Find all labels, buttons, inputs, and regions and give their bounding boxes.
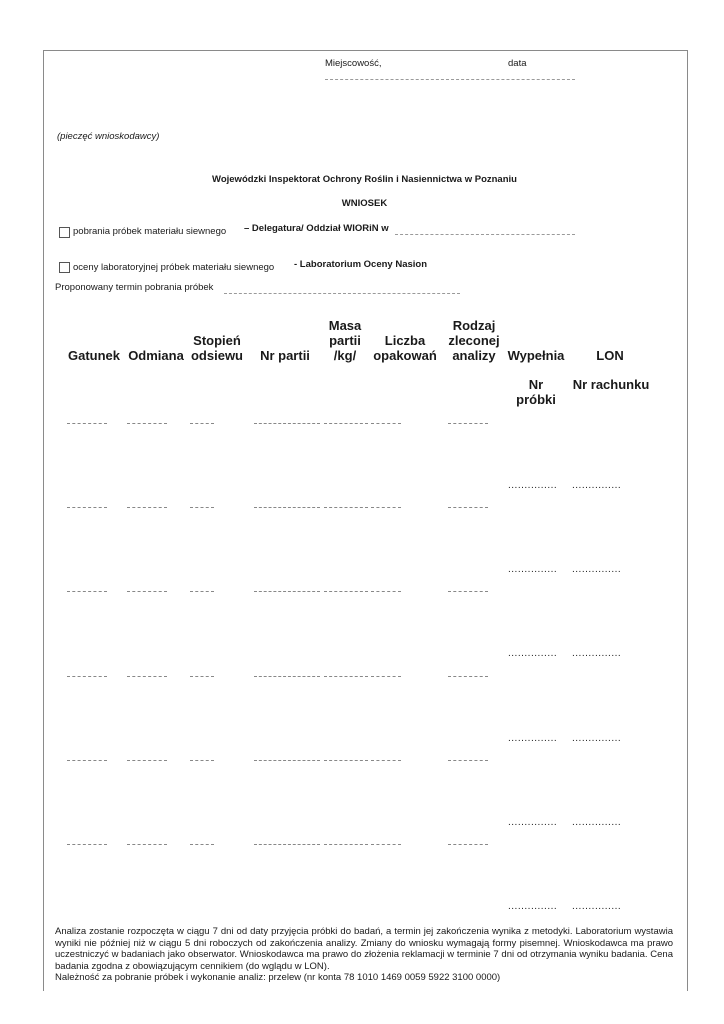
proposed-date-label: Proponowany termin pobrania próbek [55,282,214,293]
table-cell-input[interactable] [254,676,320,677]
table-cell-input[interactable] [127,844,167,845]
invoice-number-dots: ............... [572,480,622,491]
table-cell-input[interactable] [254,591,320,592]
table-cell-input[interactable] [448,591,488,592]
table-cell-input[interactable] [371,591,401,592]
table-cell-input[interactable] [67,423,107,424]
sampling-label: pobrania próbek materiału siewnego [73,226,227,237]
col-masa-partii: Masa partii /kg/ [328,318,362,363]
place-label: Miejscowość, [325,58,382,69]
table-cell-input[interactable] [254,760,320,761]
table-cell-input[interactable] [67,760,107,761]
footer-terms [55,926,673,984]
invoice-number-dots: ............... [572,733,622,744]
table-cell-input[interactable] [324,507,368,508]
institution-title: Wojewódzki Inspektorat Ochrony Roślin i Nasiennictwa w Poznaniu [212,174,517,185]
proposed-date-line[interactable] [224,293,460,294]
table-cell-input[interactable] [371,844,401,845]
sample-number-dots: ............... [508,733,558,744]
table-cell-input[interactable] [67,844,107,845]
invoice-number-dots: ............... [572,901,622,912]
table-cell-input[interactable] [371,676,401,677]
table-cell-input[interactable] [324,423,368,424]
sample-number-dots: ............... [508,480,558,491]
table-cell-input[interactable] [190,676,214,677]
invoice-number-dots: ............... [572,817,622,828]
sampling-checkbox[interactable] [59,227,70,238]
table-cell-input[interactable] [448,760,488,761]
col-nr-partii: Nr partii [260,348,310,363]
table-cell-input[interactable] [127,423,167,424]
document-title: WNIOSEK [341,198,388,209]
col-rodzaj-analizy: Rodzaj zleconej analizy [448,318,500,363]
table-cell-input[interactable] [324,760,368,761]
table-cell-input[interactable] [127,676,167,677]
date-label: data [508,58,527,69]
col-odmiana: Odmiana [128,348,184,363]
table-cell-input[interactable] [127,591,167,592]
subcol-nr-probki: Nr próbki [516,377,556,407]
invoice-number-dots: ............... [572,648,622,659]
footer-terms-text: Analiza zostanie rozpoczęta w ciągu 7 dni od daty przyjęcia próbki do badań, a termin jej zakończenia wynika z metodyki. Laboratorium wystawia wyniki nie później niż w ciągu 5 dni roboczych od zakończenia analizy. Zmiany do wniosku wymagają formy pisemnej. Wnioskodawca ma prawo uczestniczyć w badaniach jako obserwator. Wnioskodawca ma prawo do złożenia reklamacji w terminie 7 dni od otrzymania wyniku badania. Cena badania zgodna z obowiązującym cennikiem (do wglądu w LON). [55,926,673,972]
stamp-label: (pieczęć wnioskodawcy) [57,131,160,142]
col-gatunek: Gatunek [67,348,120,363]
table-cell-input[interactable] [324,844,368,845]
table-cell-input[interactable] [254,423,320,424]
sampling-target: – Delegatura/ Oddział WIORiN w [244,223,389,234]
table-cell-input[interactable] [448,507,488,508]
col-lon: LON [596,348,624,363]
delegation-location-line[interactable] [395,234,575,235]
table-cell-input[interactable] [448,844,488,845]
table-cell-input[interactable] [127,760,167,761]
place-date-line[interactable] [325,79,575,80]
table-cell-input[interactable] [67,591,107,592]
lab-label: oceny laboratoryjnej próbek materiału siewnego [73,262,275,273]
table-cell-input[interactable] [190,760,214,761]
col-wypelnia: Wypełnia [507,348,565,363]
subcol-nr-rachunku: Nr rachunku [572,377,650,392]
lab-checkbox[interactable] [59,262,70,273]
table-cell-input[interactable] [371,760,401,761]
form-frame [43,50,688,991]
table-cell-input[interactable] [254,507,320,508]
sample-number-dots: ............... [508,564,558,575]
lab-target: - Laboratorium Oceny Nasion [294,259,428,270]
table-cell-input[interactable] [371,507,401,508]
table-cell-input[interactable] [448,423,488,424]
invoice-number-dots: ............... [572,564,622,575]
table-cell-input[interactable] [190,844,214,845]
table-cell-input[interactable] [67,507,107,508]
table-cell-input[interactable] [67,676,107,677]
table-cell-input[interactable] [190,507,214,508]
table-cell-input[interactable] [190,591,214,592]
sample-number-dots: ............... [508,817,558,828]
table-cell-input[interactable] [448,676,488,677]
table-cell-input[interactable] [324,591,368,592]
col-liczba-opakowan: Liczba opakowań [373,333,437,363]
sample-number-dots: ............... [508,901,558,912]
table-cell-input[interactable] [127,507,167,508]
footer-payment-text: Należność za pobranie próbek i wykonanie analiz: przelew (nr konta 78 1010 1469 0059 5922 3100 0000) [55,972,501,983]
table-cell-input[interactable] [254,844,320,845]
table-cell-input[interactable] [190,423,214,424]
table-cell-input[interactable] [324,676,368,677]
col-stopien-odsiewu: Stopień odsiewu [190,333,243,363]
table-cell-input[interactable] [371,423,401,424]
sample-number-dots: ............... [508,648,558,659]
